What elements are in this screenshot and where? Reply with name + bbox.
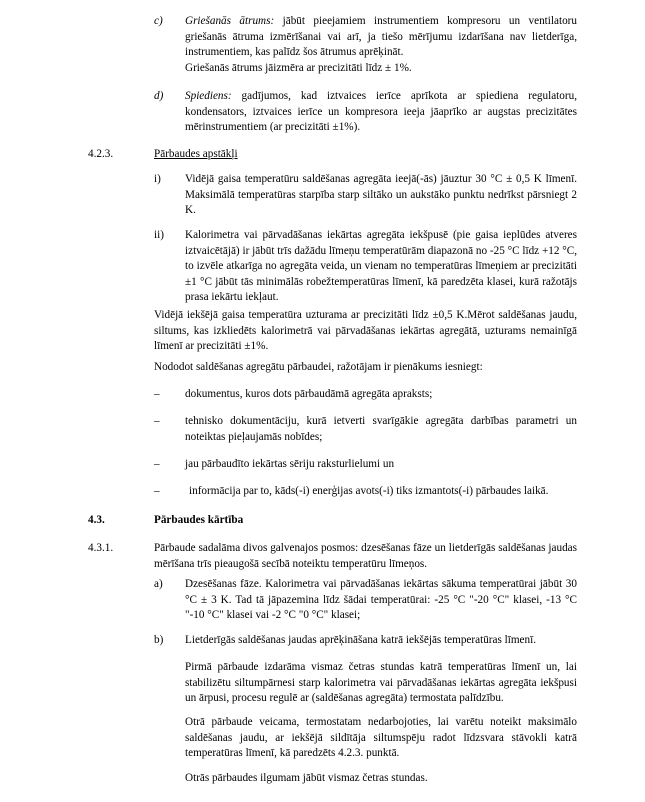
list-item: informācija par to, kāds(-i) enerģijas avots(-i) tiks izmantots(-i) pārbaudes laikā.: [189, 485, 549, 497]
item-d: [185, 89, 577, 136]
item-c: [185, 14, 577, 76]
item-a-marker: a): [154, 578, 163, 590]
paragraph-manufacturer-duty: Nododot saldēšanas agregātu pārbaudei, ražotājam ir pienākums iesniegt:: [154, 361, 483, 373]
item-b-marker: b): [154, 634, 164, 646]
item-b-second-test: Otrā pārbaude veicama, termostatam nedarbojoties, lai varētu noteikt maksimālo saldēšanas jaudu, ar iekšējā sildītāja siltumspēju radot līdzsvara stāvokli katrā temperatūras līmenī, kā paredzēts 4.2.3. punktā.: [185, 716, 577, 759]
list-dash: –: [154, 388, 160, 400]
item-b-text: Lietderīgās saldēšanas jaudas aprēķināšana katrā iekšējās temperatūras līmenī.: [185, 634, 537, 646]
section-4-2-3-title: Pārbaudes apstākļi: [154, 148, 238, 160]
item-d-marker: d): [154, 90, 164, 102]
item-i-text: Vidējā gaisa temperatūru saldēšanas agregāta ieejā(-ās) jāuztur 30 °C ± 0,5 K līmenī. Maksimālā temperatūras starpība starp siltāko un aukstāko punktu nedrīkst pārsniegt 2 K.: [185, 173, 577, 216]
list-dash: –: [154, 458, 160, 470]
item-ii-marker: ii): [154, 229, 164, 241]
section-4-3-title: Pārbaudes kārtība: [154, 514, 244, 526]
item-ii-text: Kalorimetra vai pārvadāšanas iekārtas agregāta iekšpusē (pie gaisa ieplūdes atveres iztvaicētājā) ir jābūt trīs dažādu līmeņu temperatūrām diapazonā no -25 °C līdz +12 °C, to izvēle atkarīga no agregāta veida, un vienam no temperatūras līmeņiem ar precizitāti ±1 °C jābūt tās minimālās robežtemperatūras līmenī, kā paredzēta klasei, kurā ražotājs prasa iekārtu iekļaut.: [185, 229, 577, 303]
item-c-marker: c): [154, 15, 163, 27]
list-dash: –: [154, 485, 160, 497]
item-b-duration: Otrās pārbaudes ilgumam jābūt vismaz četras stundas.: [185, 772, 428, 784]
item-a-text: Dzesēšanas fāze. Kalorimetra vai pārvadāšanas iekārtas sākuma temperatūrai jābūt 30 °C ± 3 K. Tad tā jāpazemina līdz šādai temperatūrai: -25 °C "-20 °C" klasei, -13 °C "-10 °C" klasei vai -2 °C "0 °C" klasei;: [185, 578, 577, 621]
item-b-first-test: Pirmā pārbaude izdarāma vismaz četras stundas katrā temperatūras līmenī un, lai stabilizētu siltumpārnesi starp kalorimetra vai pārvadāšanas iekārtas agregāta iekšpusi un ārpusi, procesu regulē ar (saldēšanas agregāta) termostata palīdzību.: [185, 661, 577, 704]
item-i-marker: i): [154, 173, 161, 185]
section-4-2-3-number: 4.2.3.: [88, 148, 114, 160]
item-c-text2: Griešanās ātrums jāizmēra ar precizitāti līdz ± 1%.: [185, 61, 412, 74]
section-4-3-1-number: 4.3.1.: [88, 542, 114, 554]
item-d-text: gadījumos, kad iztvaices ierīce aprīkota ar spiediena regulatoru, kondensators, iztvaices ierīce un kompresora ieeja jāaprīko ar augstas precizitātes mērinstrumentiem (ar precizitāti ±1%).: [185, 90, 577, 133]
list-item: jau pārbaudīto iekārtas sēriju raksturlielumi un: [185, 458, 395, 470]
list-item: dokumentus, kuros dots pārbaudāmā agregāta apraksts;: [185, 388, 433, 400]
section-4-3-1-intro: Pārbaude sadalāma divos galvenajos posmos: dzesēšanas fāze un lietderīgās saldēšanas jaudas mērīšana trīs pieaugošā secībā noteiktu temperatūru līmeņos.: [154, 542, 577, 570]
item-c-text: jābūt pieejamiem instrumentiem kompresoru un ventilatoru griešanās ātruma izmērīšanai vai arī, ja tiešo mērījumu izdarīšana nav lietderīga, instrumentiem, kas palīdz šos ātrumus aprēķināt.: [185, 15, 577, 58]
item-c-term: Griešanās ātrums:: [185, 15, 275, 27]
list-dash: –: [154, 415, 160, 427]
item-d-term: Spiediens:: [185, 90, 232, 102]
paragraph-inner-temperature: Vidējā iekšējā gaisa temperatūra uzturama ar precizitāti līdz ±0,5 K.Mērot saldēšanas jaudu, siltums, kas izkliedēts kalorimetrā vai pārvadāšanas iekārtas agregātā, uzturams nemainīgā līmenī ar precizitāti ±1%.: [154, 309, 577, 352]
list-item: tehnisko dokumentāciju, kurā ietverti svarīgākie agregāta darbības parametri un noteiktas pieļaujamās nobīdes;: [185, 415, 577, 443]
section-4-3-number: 4.3.: [88, 514, 105, 526]
